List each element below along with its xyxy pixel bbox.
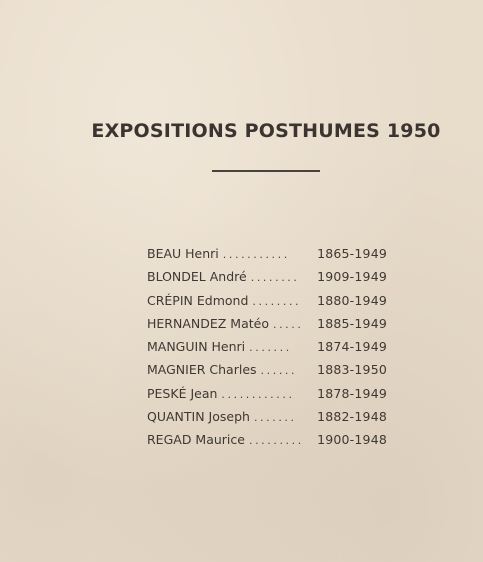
leader-dots: ........... (222, 248, 290, 261)
artist-dates: 1865-1949 (317, 246, 387, 261)
leader-dots: ........ (252, 294, 302, 308)
artist-dates: 1882-1948 (317, 409, 387, 425)
list-item (147, 246, 387, 269)
artist-name: QUANTIN Joseph (147, 409, 250, 425)
leader-dots: ....... (253, 411, 297, 425)
artist-name: MAGNIER Charles (147, 362, 257, 378)
list-item (147, 269, 387, 292)
artist-name: HERNANDEZ Matéo (147, 315, 269, 331)
list-item (147, 409, 387, 432)
artist-name: BEAU Henri (147, 246, 219, 261)
artist-name: BLONDEL André (147, 269, 247, 285)
leader-dots: ............ (221, 387, 295, 401)
artist-dates: 1883-1950 (317, 362, 387, 378)
list-item (147, 293, 387, 316)
leader-dots: ......... (248, 434, 304, 448)
artist-dates: 1880-1949 (317, 292, 387, 308)
leader-dots: ...... (260, 364, 298, 378)
artist-dates: 1900-1948 (317, 432, 387, 448)
artist-dates: 1874-1949 (317, 339, 387, 355)
artist-dates: 1885-1949 (317, 315, 387, 331)
artist-name: PESKÉ Jean (147, 385, 218, 401)
page-title: EXPOSITIONS POSTHUMES 1950 (91, 120, 441, 142)
list-item (147, 362, 387, 385)
list-item (147, 432, 387, 455)
list-item (147, 316, 387, 339)
artist-list (147, 246, 387, 456)
artist-name: CRÉPIN Edmond (147, 292, 249, 308)
leader-dots: ..... (272, 317, 304, 331)
artist-dates: 1878-1949 (317, 385, 387, 401)
list-item (147, 386, 387, 409)
artist-name: REGAD Maurice (147, 432, 245, 448)
leader-dots: ........ (250, 271, 300, 285)
list-item (147, 339, 387, 362)
leader-dots: ....... (249, 341, 292, 355)
title-divider (212, 170, 320, 172)
artist-dates: 1909-1949 (317, 269, 387, 285)
artist-name: MANGUIN Henri (147, 339, 246, 355)
